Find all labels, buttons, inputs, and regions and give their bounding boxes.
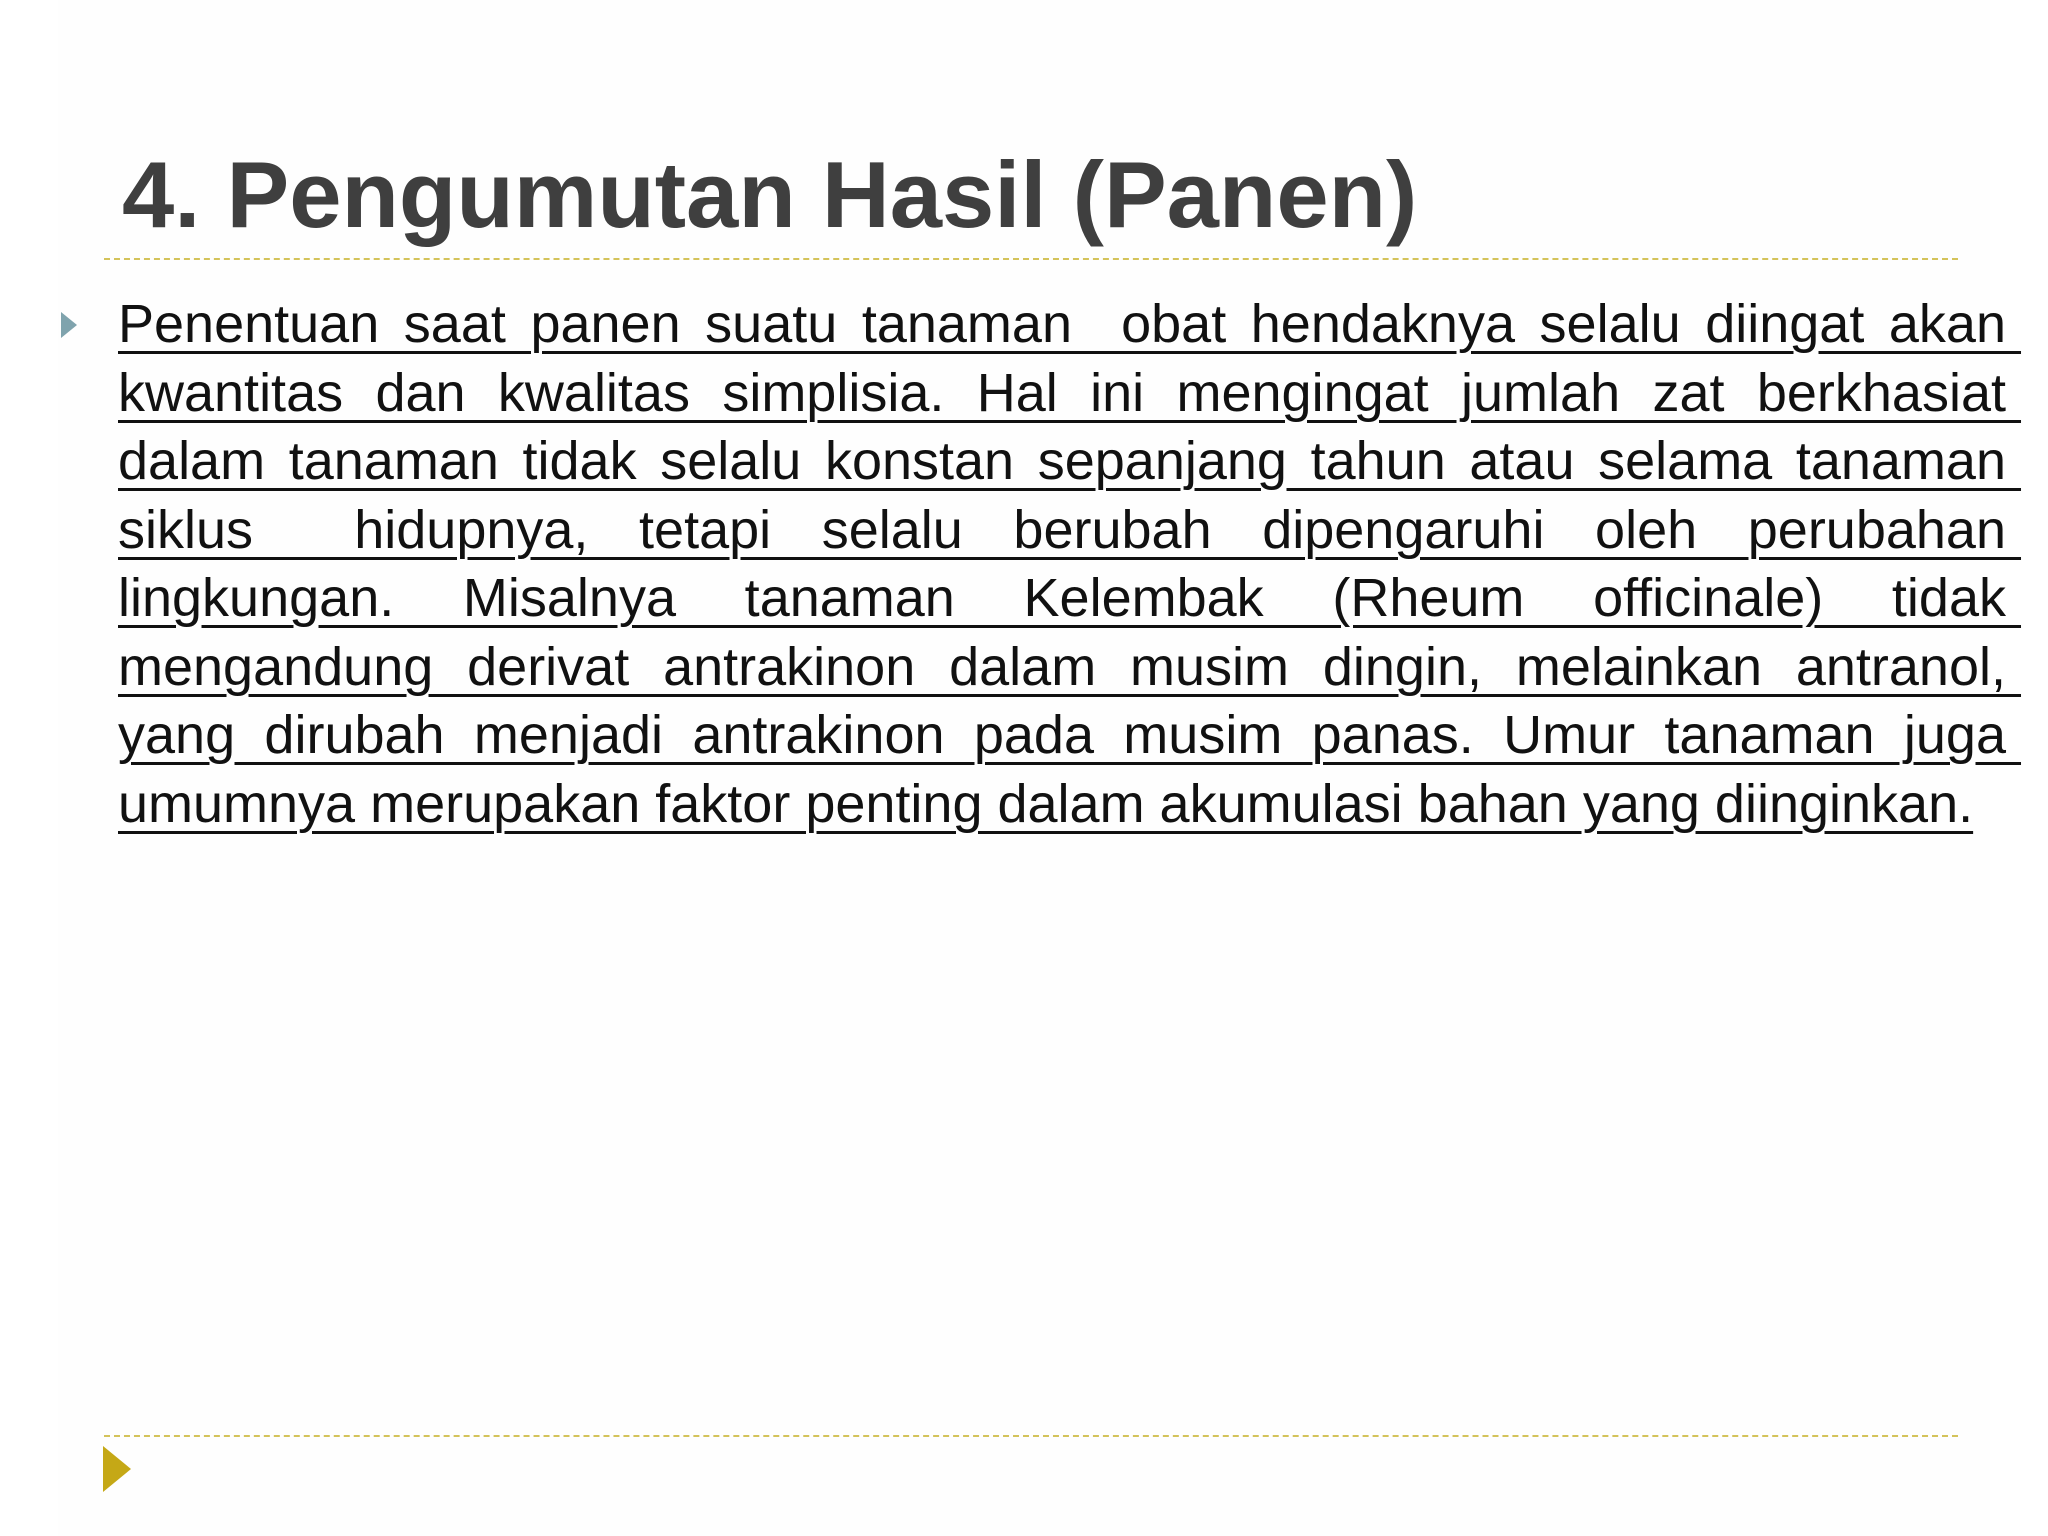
left-margin-band (0, 0, 58, 1536)
triangle-arrow-icon (103, 1446, 131, 1492)
footer-divider (104, 1435, 1958, 1437)
bullet-paragraph: Penentuan saat panen suatu tanaman obat hendaknya selalu diingat akan kwantitas dan kwalitas simplisia. Hal ini mengingat jumlah zat berkhasiat dalam tanaman tidak selalu konstan sepanjang tahun atau selama tanaman siklus hidupnya, tetapi selalu berubah dipengaruhi oleh perubahan lingkungan. Misalnya tanaman Kelembak (Rheum officinale) tidak mengandung derivat antrakinon dalam musim dingin, melainkan antranol, yang dirubah menjadi antrakinon pada musim panas. Umur tanaman juga umumnya merupakan faktor penting dalam akumulasi bahan yang diinginkan. (118, 294, 2022, 834)
triangle-bullet-icon (61, 312, 77, 338)
title-divider (104, 258, 1958, 260)
slide-title: 4. Pengumutan Hasil (Panen) (122, 142, 1418, 247)
